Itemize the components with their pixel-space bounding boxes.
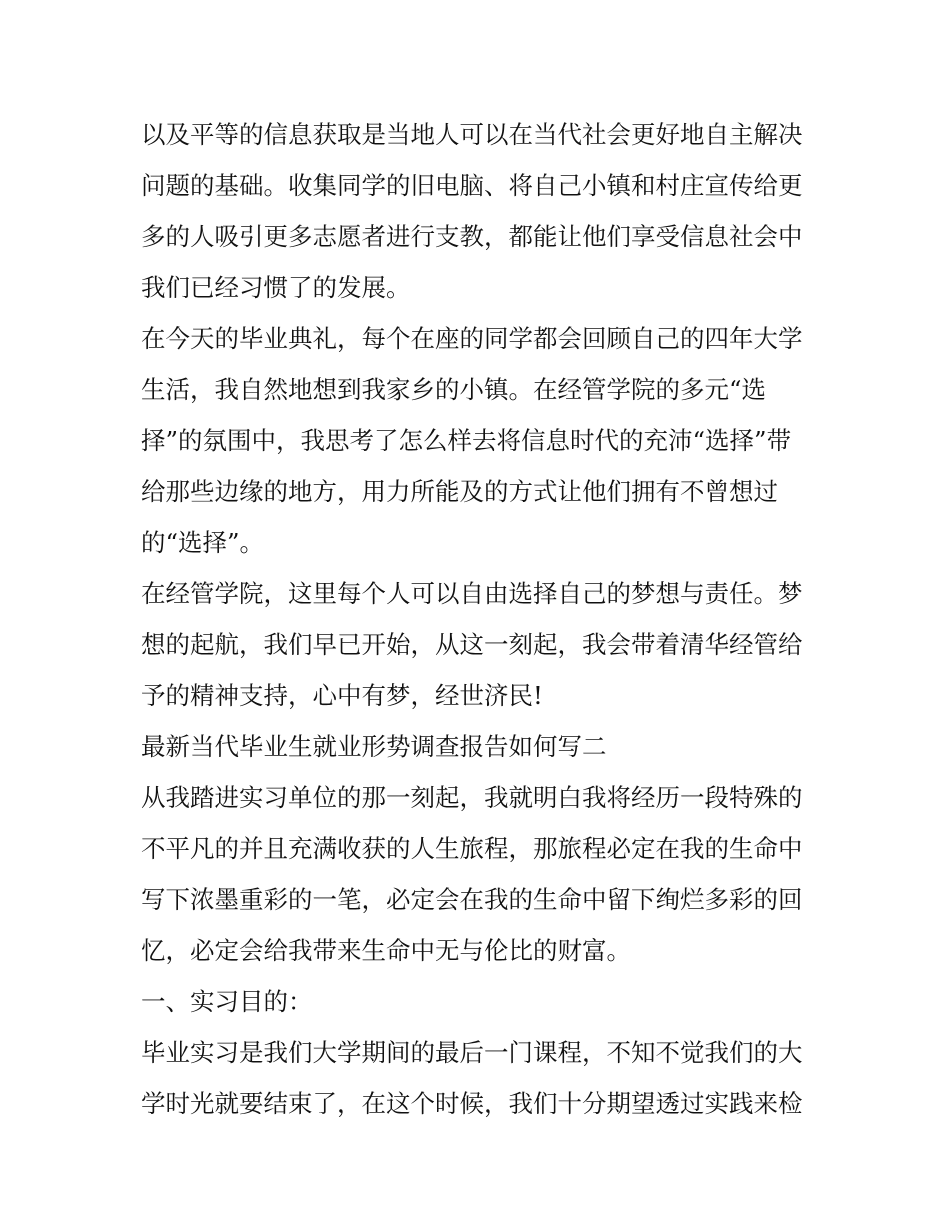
text-line: 我们已经习惯了的发展。 xyxy=(141,273,411,302)
text-line: 毕业实习是我们大学期间的最后一门课程，不知不觉我们的大 xyxy=(141,1038,803,1067)
subsection-heading: 一、实习目的： xyxy=(141,987,313,1016)
text-line: 写下浓墨重彩的一笔，必定会在我的生命中留下绚烂多彩的回 xyxy=(141,885,803,914)
text-line: 想的起航，我们早已开始，从这一刻起，我会带着清华经管给 xyxy=(141,630,803,659)
text-line: 在今天的毕业典礼，每个在座的同学都会回顾自己的四年大学 xyxy=(141,324,803,353)
text-line: 择”的氛围中，我思考了怎么样去将信息时代的充沛“选择”带 xyxy=(141,426,792,455)
text-line: 多的人吸引更多志愿者进行支教，都能让他们享受信息社会中 xyxy=(141,222,803,251)
text-line: 不平凡的并且充满收获的人生旅程，那旅程必定在我的生命中 xyxy=(141,834,803,863)
text-line: 予的精神支持，心中有梦，经世济民! xyxy=(141,681,543,710)
text-line: 忆，必定会给我带来生命中无与伦比的财富。 xyxy=(141,936,631,965)
document-body xyxy=(141,109,821,1129)
text-line: 以及平等的信息获取是当地人可以在当代社会更好地自主解决 xyxy=(141,120,803,149)
section-heading: 最新当代毕业生就业形势调查报告如何写二 xyxy=(141,732,607,761)
text-line: 生活，我自然地想到我家乡的小镇。在经管学院的多元“选 xyxy=(141,375,767,404)
text-line: 在经管学院，这里每个人可以自由选择自己的梦想与责任。梦 xyxy=(141,579,803,608)
text-line: 从我踏进实习单位的那一刻起，我就明白我将经历一段特殊的 xyxy=(141,783,803,812)
text-line: 学时光就要结束了，在这个时候，我们十分期望透过实践来检 xyxy=(141,1089,803,1118)
text-line: 给那些边缘的地方，用力所能及的方式让他们拥有不曾想过 xyxy=(141,477,778,506)
text-line: 的“选择”。 xyxy=(141,528,265,557)
text-line: 问题的基础。收集同学的旧电脑、将自己小镇和村庄宣传给更 xyxy=(141,171,803,200)
